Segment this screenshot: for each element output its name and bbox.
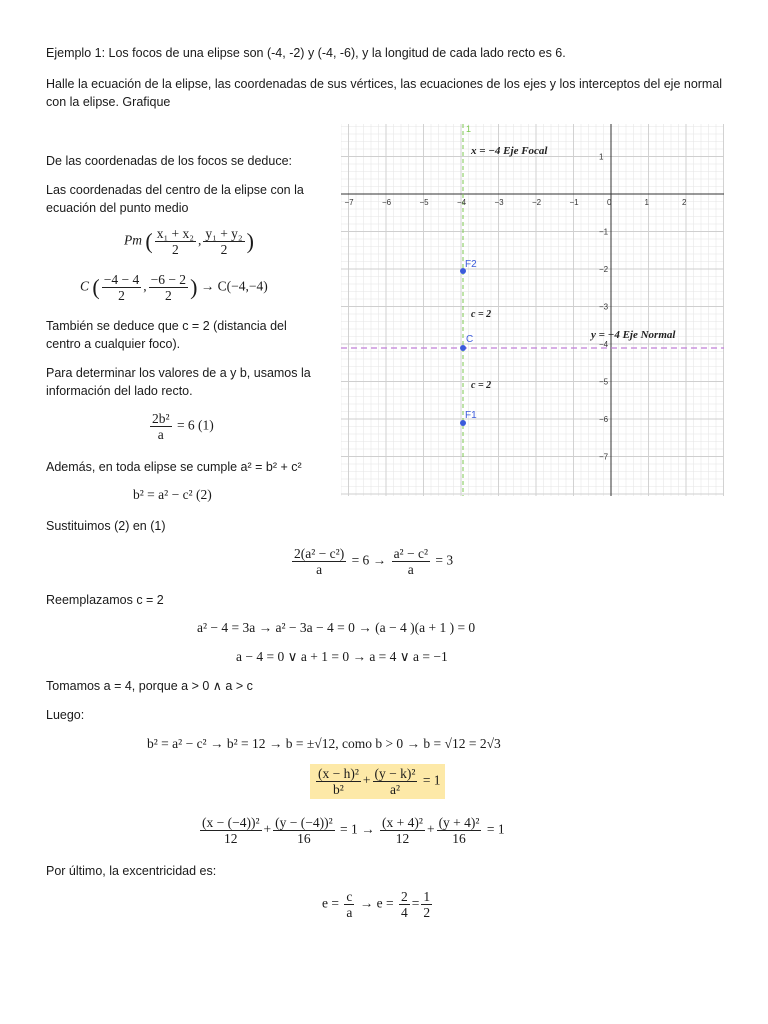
focal-axis-label: x = −4 Eje Focal bbox=[471, 145, 548, 157]
ecc-num-1: c bbox=[346, 889, 353, 904]
subst-den-2: a bbox=[407, 562, 414, 577]
focus-2-label: F2 bbox=[465, 259, 477, 270]
y-tick-label: −2 bbox=[599, 265, 609, 274]
pm-den-1: 2 bbox=[171, 242, 179, 257]
c-text-2: centro a cualquier foco). bbox=[46, 337, 181, 351]
ecc-den-3: 2 bbox=[423, 905, 431, 920]
pm-den-2: 2 bbox=[220, 242, 228, 257]
x-tick-label: −4 bbox=[457, 198, 467, 207]
ecc-eq: = bbox=[411, 895, 420, 911]
std-end: = 1 bbox=[422, 772, 441, 788]
equation-1 bbox=[148, 411, 214, 442]
x-tick-label: −6 bbox=[382, 198, 392, 207]
focus-1-label: F1 bbox=[465, 410, 477, 421]
std-den-2: a² bbox=[389, 782, 400, 797]
x-tick-label: −1 bbox=[569, 198, 579, 207]
fin-num-3: (x + 4)² bbox=[382, 815, 423, 830]
intro-line-3: con la elipse. Grafique bbox=[46, 95, 171, 109]
subst-mid: = 6 → bbox=[351, 552, 387, 568]
fin-den-4: 16 bbox=[452, 831, 466, 846]
midpoint-formula: Pm ( $\frac{\text{x₁ + x₂}}{2}$ , $\frac{\text{y₁ + y₂}}{2}$ ) bbox=[124, 226, 254, 257]
c-distance-label-upper: c = 2 bbox=[471, 309, 492, 320]
c-distance-label-lower: c = 2 bbox=[471, 380, 492, 391]
ecc-arrow: → e = bbox=[359, 895, 394, 911]
y-tick-label: −1 bbox=[599, 227, 609, 237]
std-den-1: b² bbox=[333, 782, 344, 797]
c-den-2: 2 bbox=[164, 288, 172, 303]
subst-num-2: a² − c² bbox=[393, 546, 429, 561]
standard-form-equation: $\frac{\text{(x − h)²}}{\text{b²}}$ + $\frac{\text{(y − k)²}}{\text{a²}}$ = 1 bbox=[310, 764, 445, 799]
x-tick-label: 1 bbox=[644, 198, 649, 207]
ecc-num-3: 1 bbox=[423, 889, 431, 904]
equation-2: b² = a² − c² (2) bbox=[133, 487, 212, 502]
subst-num-1: 2(a² − c²) bbox=[294, 546, 345, 561]
ab-text-1: Para determinar los valores de a y b, usamos la bbox=[46, 366, 311, 380]
normal-axis-label: y = −4 Eje Normal bbox=[591, 329, 676, 341]
replace-text: Reemplazamos c = 2 bbox=[46, 593, 164, 607]
y-axis-top-label: 1 bbox=[466, 124, 472, 134]
eq1-rhs: = 6 (1) bbox=[176, 417, 214, 433]
x-tick-label: −3 bbox=[494, 198, 504, 207]
roots-line: a − 4 = 0 ∨ a + 1 = 0 → a = 4 ∨ a = −1 bbox=[236, 649, 448, 664]
eq1-den: a bbox=[157, 427, 164, 442]
subst-den-1: a bbox=[316, 562, 323, 577]
y-tick-label: −4 bbox=[599, 340, 609, 349]
c-text-1: También se deduce que c = 2 (distancia del bbox=[46, 319, 287, 333]
quadratic-line: a² − 4 = 3a → a² − 3a − 4 = 0 → (a − 4 )(a + 1 ) = 0 bbox=[197, 620, 476, 635]
y-tick-label: −7 bbox=[599, 452, 609, 462]
center-point bbox=[460, 345, 466, 351]
c-num-1: −4 − 4 bbox=[103, 272, 140, 287]
std-num-1: (x − h)² bbox=[318, 766, 359, 781]
c-result: → C(−4,−4) bbox=[200, 278, 268, 294]
subst-end: = 3 bbox=[435, 552, 454, 568]
center-text-1: Las coordenadas del centro de la elipse con la bbox=[46, 183, 304, 197]
eq1-num: 2b² bbox=[152, 411, 170, 426]
ab-text-2: información del lado recto. bbox=[46, 384, 193, 398]
intro-line-1: Ejemplo 1: Los focos de una elipse son (-4, -2) y (-4, -6), y la longitud de cada lado recto es 6. bbox=[46, 46, 566, 60]
luego-text: Luego: bbox=[46, 708, 85, 722]
center-formula: C ( $\frac{-4 - 4}{2}$ , $\frac{-6 - 2}{2}$ ) → C(−4,−4) bbox=[80, 272, 268, 303]
fin-num-1: (x − (−4))² bbox=[202, 815, 260, 830]
eccentricity-equation bbox=[322, 889, 434, 920]
x-tick-label: −5 bbox=[419, 198, 429, 207]
y-tick-label: −6 bbox=[599, 415, 609, 424]
substitution-equation bbox=[290, 546, 453, 577]
fin-den-3: 12 bbox=[395, 831, 410, 846]
center-label: C bbox=[466, 334, 474, 345]
deduce-foci-text: De las coordenadas de los focos se deduce: bbox=[46, 154, 292, 168]
ecc-num-2: 2 bbox=[400, 889, 408, 904]
fin-end: = 1 bbox=[486, 821, 505, 837]
x-tick-label: 2 bbox=[682, 198, 687, 207]
fin-num-4: (y + 4)² bbox=[438, 815, 480, 830]
ellipse-relation: Además, en toda elipse se cumple a² = b² + c² bbox=[46, 460, 302, 474]
c-num-2: −6 − 2 bbox=[150, 272, 187, 287]
x-tick-label: −7 bbox=[344, 198, 354, 207]
pm-label: Pm bbox=[124, 232, 142, 248]
final-equation: $\frac{\text{(x − (−4))²}}{12}$ + $\frac{\text{(y − (−4))²}}{16}$ = 1 → $\frac{\text{(x + 4)²}}{12}$ + $\frac{\text{(y + 4)²}}{16}$ = 1 bbox=[202, 815, 505, 846]
grid-lines bbox=[341, 124, 724, 496]
substitute-text: Sustituimos (2) en (1) bbox=[46, 519, 166, 533]
std-num-2: (y − k)² bbox=[374, 766, 416, 781]
ecc-den-2: 4 bbox=[400, 905, 408, 920]
y-tick-label: −5 bbox=[599, 377, 609, 387]
pm-num-2: y₁ + y₂ bbox=[205, 226, 243, 241]
x-tick-label: −2 bbox=[532, 198, 542, 207]
x-tick-labels bbox=[345, 198, 688, 207]
x-tick-label: 0 bbox=[607, 198, 612, 207]
fin-mid: = 1 → bbox=[340, 821, 375, 837]
ecc-e: e = bbox=[322, 895, 339, 911]
intro-line-2: Halle la ecuación de la elipse, las coordenadas de sus vértices, las ecuaciones de los ejes y los interceptos del eje normal bbox=[46, 77, 723, 91]
fin-den-1: 12 bbox=[224, 831, 238, 846]
y-tick-label: −3 bbox=[599, 302, 609, 312]
eccentricity-text: Por último, la excentricidad es: bbox=[46, 864, 217, 878]
c-label: C bbox=[80, 278, 90, 294]
pm-num-1: x₁ + x₂ bbox=[156, 226, 194, 241]
c-den-1: 2 bbox=[118, 288, 125, 303]
ecc-den-1: a bbox=[346, 905, 353, 920]
y-tick-label: 1 bbox=[599, 152, 604, 162]
center-text-2: ecuación del punto medio bbox=[46, 201, 189, 215]
take-a-text: Tomamos a = 4, porque a > 0 ∧ a > c bbox=[46, 679, 253, 693]
b-solution-line: b² = a² − c² → b² = 12 → b = ±√12, como b > 0 → b = √12 = 2√3 bbox=[147, 736, 501, 751]
fin-den-2: 16 bbox=[297, 831, 311, 846]
fin-num-2: (y − (−4))² bbox=[275, 815, 333, 830]
cartesian-graph bbox=[341, 124, 724, 496]
